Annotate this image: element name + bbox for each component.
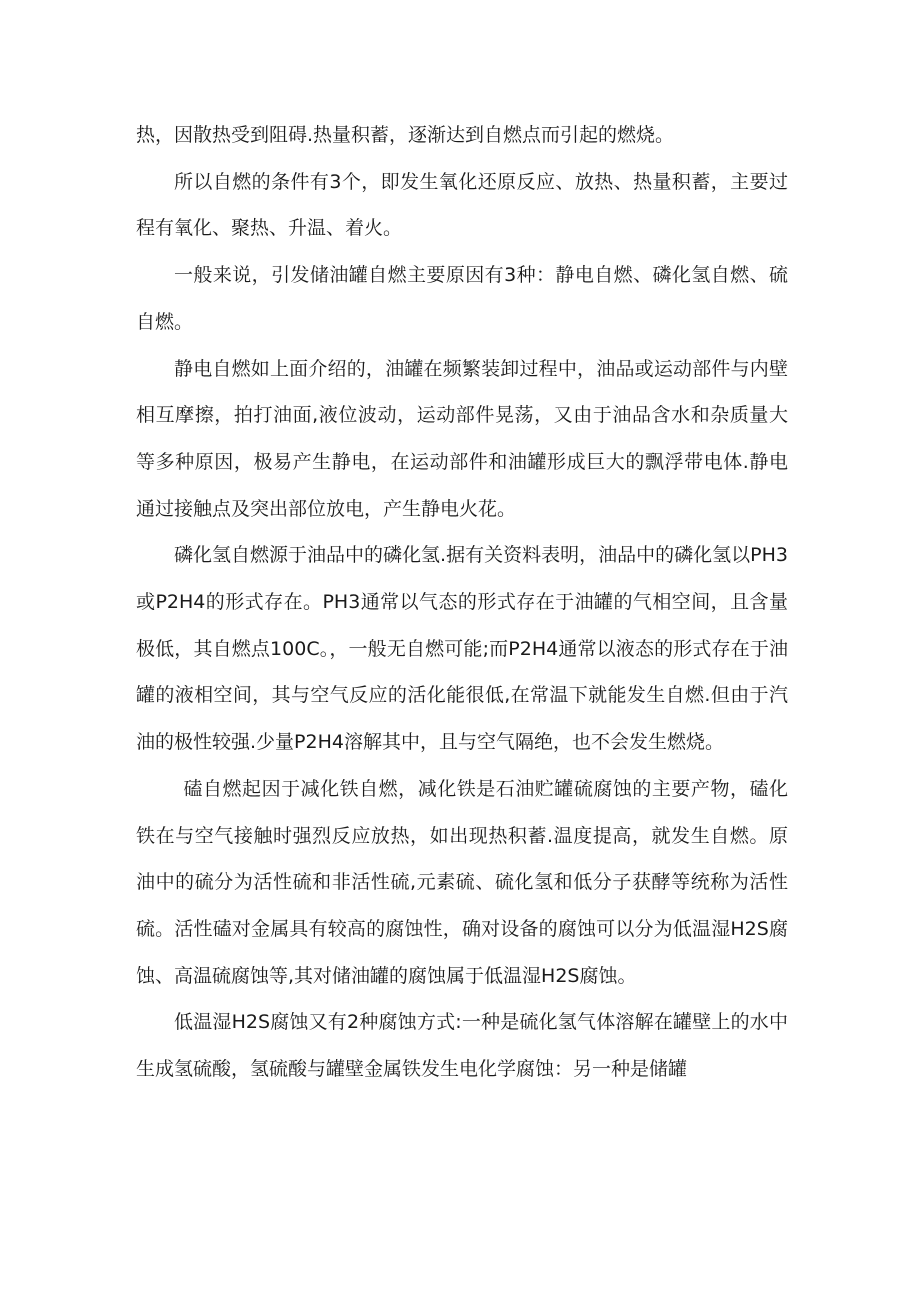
paragraph-causes-overview: 一般来说，引发储油罐自燃主要原因有3种：静电自燃、磷化氢自燃、硫自燃。: [136, 264, 788, 333]
paragraph-continuation: 热，因散热受到阻碍.热量积蓄，逐渐达到自燃点而引起的燃烧。: [136, 124, 675, 146]
document-body: [136, 112, 788, 1093]
paragraph-phosphine-ignition: 磷化氢自燃源于油品中的磷化氢.据有关资料表明，油品中的磷化氢以PH3或P2H4的形式存在。PH3通常以气态的形式存在于油罐的气相空间，且含量极低，其自燃点100C。，一般无自燃可能;而P2H4通常以液态的形式存在于油罐的液相空间，其与空气反应的活化能很低,在常温下就能发生自燃.但由于汽油的极性较强.少量P2H4溶解其中，且与空气隔绝，也不会发生燃烧。: [136, 544, 788, 754]
paragraph-sulfur-ignition: 磕自燃起因于减化铁自燃，减化铁是石油贮罐硫腐蚀的主要产物，磕化铁在与空气接触时强烈反应放热，如出现热积蓄.温度提高，就发生自燃。原油中的硫分为活性硫和非活性硫,元素硫、硫化氢和低分子获酵等统称为活性硫。活性磕对金属具有较高的腐蚀性，确对设备的腐蚀可以分为低温湿H2S腐蚀、高温硫腐蚀等,其对储油罐的腐蚀属于低温湿H2S腐蚀。: [136, 777, 788, 987]
paragraph-h2s-corrosion: 低温湿H2S腐蚀又有2种腐蚀方式:一种是硫化氢气体溶解在罐壁上的水中生成氢硫酸，氢硫酸与罐壁金属铁发生电化学腐蚀：另一种是储罐: [136, 1011, 788, 1081]
paragraph-autoignition-conditions: 所以自燃的条件有3个，即发生氧化还原反应、放热、热量积蓄，主要过程有氧化、聚热、升温、着火。: [136, 170, 788, 240]
paragraph-static-ignition: 静电自燃如上面介绍的，油罐在频繁装卸过程中，油品或运动部件与内壁相互摩擦，拍打油面,液位波动，运动部件晃荡，又由于油品含水和杂质量大等多种原因，极易产生静电，在运动部件和油罐形成巨大的飘浮带电体.静电通过接触点及突出部位放电，产生静电火花。: [136, 357, 788, 520]
